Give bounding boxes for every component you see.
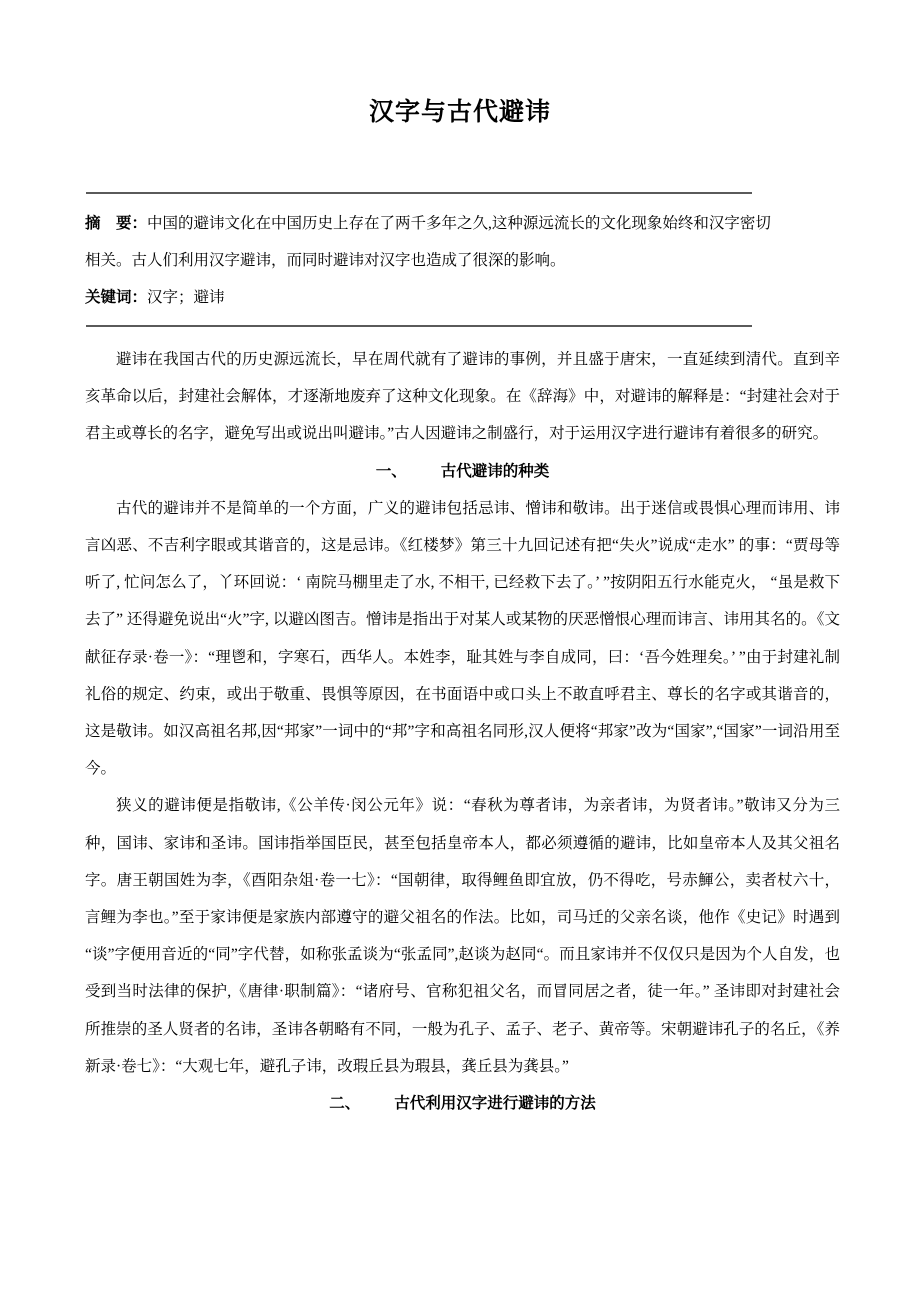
abstract-label: 摘 要： (85, 215, 148, 232)
section-title-1: 古代避讳的种类 (440, 462, 550, 480)
abstract-text-line-2: 相关。古人们利用汉字避讳，而同时避讳对汉字也造成了很深的影响。 (85, 252, 566, 269)
abstract-bottom-divider (86, 325, 752, 327)
keywords-label: 关键词： (85, 289, 148, 306)
section-heading-1 (85, 453, 840, 490)
section-number-1: 一、 (375, 462, 407, 480)
page-title: 汉字与古代避讳 (368, 99, 551, 126)
abstract-top-divider (86, 192, 752, 194)
section-number-2: 二、 (329, 1095, 361, 1113)
section-1-paragraph-2: 狭义的避讳便是指敬讳,《公羊传·闵公元年》说：“春秋为尊者讳，为亲者讳，为贤者讳。”敬讳又分为三种，国讳、家讳和圣讳。国讳指举国臣民，甚至包括皇帝本人，都必须遵循的避讳，比如皇帝本人及其父祖名字。唐王朝国姓为李，《酉阳杂俎·卷一七》：“国朝律，取得鲤鱼即宜放，仍不得吃，号赤鯶公，卖者杖六十，言鲤为李也。”至于家讳便是家族内部遵守的避父祖名的作法。比如，司马迁的父亲名谈，他作《史记》时遇到“谈”字便用音近的“同”字代替，如称张孟谈为“张孟同”,赵谈为赵同“。而且家讳并不仅仅只是因为个人自发，也受到当时法律的保护,《唐律·职制篇》：“诸府号、官称犯祖父名，而冒同居之者，徒一年。” 圣讳即对封建社会所推崇的圣人贤者的名讳，圣讳各朝略有不同，一般为孔子、孟子、老子、黄帝等。宋朝避讳孔子的名丘，《养新录·卷七》：“大观七年，避孔子讳，改瑕丘县为瑕县，龚丘县为龚县。” (85, 797, 840, 1075)
keywords-line (85, 279, 839, 316)
abstract-line-2 (85, 242, 839, 279)
keywords-text: 汉字；避讳 (147, 289, 225, 306)
paragraph-intro: 避讳在我国古代的历史源远流长，早在周代就有了避讳的事例，并且盛于唐宋，一直延续到清代。直到辛亥革命以后，封建社会解体，才逐渐地废弃了这种文化现象。在《辞海》中，对避讳的解释是：“封建社会对于君主或尊长的名字，避免写出或说出叫避讳。”古人因避讳之制盛行，对于运用汉字进行避讳有着很多的研究。 (85, 351, 840, 443)
abstract-block (85, 205, 839, 316)
document-body (85, 341, 840, 1122)
section-1-paragraph-1: 古代的避讳并不是简单的一个方面，广义的避讳包括忌讳、憎讳和敬讳。出于迷信或畏惧心理而讳用、讳言凶恶、不吉利字眼或其谐音的，这是忌讳。《红楼梦》第三十九回记述有把“失火”说成“走水” 的事：“贾母等听了, 忙问怎么了，丫环回说：‘ 南院马棚里走了水, 不相干, 已经救下去了。’ ”按阴阳五行水能克火， “虽是救下去了” 还得避免说出“火”字, 以避凶图吉。憎讳是指出于对某人或某物的厌恶憎恨心理而讳言、讳用其名的。《文献征存录·卷一》：“理鬯和，字寒石，西华人。本姓李，耻其姓与李自成同，曰：‘吾今姓理矣。’ ”由于封建礼制礼俗的规定、约束，或出于敬重、畏惧等原因，在书面语中或口头上不敢直呼君主、尊长的名字或其谐音的，这是敬讳。如汉高祖名邦,因“邦家”一词中的“邦”字和高祖名同形,汉人便将“邦家”改为“国家”,“国家”一词沿用至今。 (85, 499, 840, 778)
abstract-line-1 (85, 205, 839, 242)
section-title-2: 古代利用汉字进行避讳的方法 (394, 1095, 596, 1113)
section-heading-2 (85, 1085, 840, 1122)
abstract-text-line-1: 中国的避讳文化在中国历史上存在了两千多年之久,这种源远流长的文化现象始终和汉字密切 (147, 215, 771, 232)
